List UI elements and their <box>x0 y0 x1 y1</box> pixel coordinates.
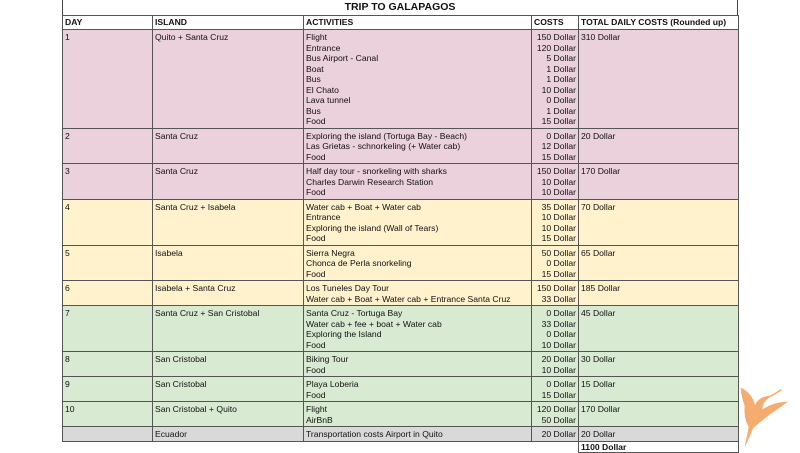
day-row <box>63 245 739 281</box>
day-cell[interactable]: 6 <box>63 281 153 306</box>
activities-cell[interactable] <box>304 306 532 352</box>
header-island[interactable]: ISLAND <box>153 16 304 30</box>
activity-item: Water cab + Boat + Water cab + Entrance Santa Cruz <box>306 293 511 304</box>
activities-cell[interactable] <box>304 128 532 164</box>
activities-cell[interactable] <box>304 427 532 442</box>
cost-item: 20 Dollar <box>541 354 576 364</box>
activity-item: El Chato <box>306 84 339 95</box>
activity-item: Flight <box>306 32 328 42</box>
costs-cell[interactable] <box>532 164 579 200</box>
day-row <box>63 281 739 306</box>
activity-item: Chonca de Perla snorkeling <box>306 258 412 268</box>
activity-item: Food <box>306 364 326 375</box>
activity-item: Food <box>306 151 326 162</box>
cost-item: 0 Dollar <box>546 308 576 318</box>
cost-item: 15 Dollar <box>541 389 576 400</box>
costs-cell[interactable] <box>532 377 579 402</box>
cost-item: 50 Dollar <box>541 247 576 258</box>
island-cell[interactable]: Santa Cruz + Isabela <box>153 199 304 245</box>
costs-cell[interactable] <box>532 281 579 306</box>
day-row <box>63 427 739 442</box>
activity-item: Bus <box>306 74 321 84</box>
activity-item: Exploring the island (Wall of Tears) <box>306 222 439 233</box>
day-cell[interactable]: 4 <box>63 199 153 245</box>
cost-item: 150 Dollar <box>536 283 576 293</box>
activities-cell[interactable] <box>304 199 532 245</box>
costs-cell[interactable] <box>532 245 579 281</box>
island-cell[interactable]: Isabela <box>153 245 304 281</box>
daily-total-cell[interactable]: 310 Dollar <box>579 30 739 129</box>
day-row <box>63 377 739 402</box>
costs-cell[interactable] <box>532 128 579 164</box>
cost-item: 0 Dollar <box>546 130 576 141</box>
activities-cell[interactable] <box>304 352 532 377</box>
daily-total-cell[interactable]: 45 Dollar <box>579 306 739 352</box>
daily-total-cell[interactable]: 20 Dollar <box>579 427 739 442</box>
island-cell[interactable]: Isabela + Santa Cruz <box>153 281 304 306</box>
day-cell[interactable]: 2 <box>63 128 153 164</box>
day-row <box>63 402 739 427</box>
cost-item: 10 Dollar <box>541 364 576 375</box>
activity-item: Food <box>306 389 326 400</box>
cost-item: 50 Dollar <box>541 414 576 425</box>
activity-item: Bus Airport - Canal <box>306 53 379 63</box>
island-cell[interactable]: Santa Cruz <box>153 164 304 200</box>
day-row <box>63 128 739 164</box>
activities-cell[interactable] <box>304 245 532 281</box>
cost-item: 10 Dollar <box>541 84 576 95</box>
cost-item: 1 Dollar <box>546 63 576 74</box>
itinerary-table <box>62 15 739 453</box>
activity-item: Boat <box>306 63 324 74</box>
island-cell[interactable]: Quito + Santa Cruz <box>153 30 304 129</box>
activity-item: Half day tour - snorkeling with sharks <box>306 166 447 176</box>
cost-item: 10 Dollar <box>541 339 576 350</box>
activities-cell[interactable] <box>304 377 532 402</box>
day-row <box>63 30 739 129</box>
cost-item: 12 Dollar <box>541 141 576 151</box>
activity-item: Exploring the Island <box>306 329 382 339</box>
cost-item: 150 Dollar <box>536 32 576 42</box>
cost-item: 15 Dollar <box>541 233 576 243</box>
day-cell[interactable]: 3 <box>63 164 153 200</box>
cost-item: 10 Dollar <box>541 212 576 222</box>
costs-cell[interactable] <box>532 427 579 442</box>
island-cell[interactable]: San Cristobal + Quito <box>153 402 304 427</box>
activity-item: Las Grietas - schnorkeling (+ Water cab) <box>306 141 461 151</box>
day-cell[interactable]: 8 <box>63 352 153 377</box>
cost-item: 0 Dollar <box>546 379 576 389</box>
island-cell[interactable]: Santa Cruz <box>153 128 304 164</box>
day-cell[interactable]: 1 <box>63 30 153 129</box>
day-row <box>63 352 739 377</box>
costs-cell[interactable] <box>532 352 579 377</box>
activity-item: Food <box>306 233 326 243</box>
activity-item: Charles Darwin Research Station <box>306 176 434 187</box>
grand-total-cell[interactable]: 1100 Dollar <box>579 441 739 453</box>
island-cell[interactable]: San Cristobal <box>153 352 304 377</box>
day-cell[interactable]: 5 <box>63 245 153 281</box>
island-cell[interactable]: Ecuador <box>153 427 304 442</box>
sheet-title: TRIP TO GALAPAGOS <box>62 0 738 15</box>
activities-cell[interactable] <box>304 402 532 427</box>
day-cell[interactable] <box>63 427 153 442</box>
activity-item: Exploring the island (Tortuga Bay - Beach) <box>306 130 467 141</box>
header-activities[interactable]: ACTIVITIES <box>304 16 532 30</box>
header-total-daily-costs[interactable]: TOTAL DAILY COSTS (Rounded up) <box>579 16 739 30</box>
activity-item: Lava tunnel <box>306 95 351 105</box>
costs-cell[interactable] <box>532 199 579 245</box>
activity-item: Water cab + Boat + Water cab <box>306 201 421 212</box>
cost-item: 10 Dollar <box>541 187 576 197</box>
activity-item: Water cab + fee + boat + Water cab <box>306 318 442 329</box>
activity-item: Food <box>306 187 326 197</box>
day-row <box>63 164 739 200</box>
day-row <box>63 306 739 352</box>
activity-item: Playa Loberia <box>306 379 359 389</box>
cost-item: 1 Dollar <box>546 105 576 116</box>
cost-item: 10 Dollar <box>541 222 576 233</box>
cost-item: 15 Dollar <box>541 116 576 126</box>
daily-total-cell[interactable]: 170 Dollar <box>579 164 739 200</box>
activity-item: Food <box>306 268 326 279</box>
day-cell[interactable]: 9 <box>63 377 153 402</box>
island-cell[interactable]: Santa Cruz + San Cristobal <box>153 306 304 352</box>
cost-item: 33 Dollar <box>541 293 576 304</box>
island-cell[interactable]: San Cristobal <box>153 377 304 402</box>
header-costs[interactable]: COSTS <box>532 16 579 30</box>
cost-item: 15 Dollar <box>541 151 576 162</box>
daily-total-cell[interactable]: 65 Dollar <box>579 245 739 281</box>
daily-total-cell[interactable]: 15 Dollar <box>579 377 739 402</box>
cost-item: 33 Dollar <box>541 318 576 329</box>
day-cell[interactable]: 10 <box>63 402 153 427</box>
hummingbird-icon <box>735 380 795 450</box>
header-row <box>63 16 739 30</box>
activity-item: Entrance <box>306 212 341 222</box>
cost-item: 5 Dollar <box>546 53 576 63</box>
cost-item: 15 Dollar <box>541 268 576 279</box>
costs-cell[interactable] <box>532 306 579 352</box>
activity-item: Food <box>306 339 326 350</box>
cost-item: 1 Dollar <box>546 74 576 84</box>
activity-item: Los Tuneles Day Tour <box>306 283 389 293</box>
cost-item: 35 Dollar <box>541 201 576 212</box>
costs-cell[interactable] <box>532 30 579 129</box>
day-row <box>63 199 739 245</box>
activity-item: Entrance <box>306 42 341 53</box>
activity-item: Bus <box>306 105 321 116</box>
daily-total-cell[interactable]: 170 Dollar <box>579 402 739 427</box>
activity-item: Flight <box>306 404 328 414</box>
cost-item: 20 Dollar <box>541 429 576 439</box>
daily-total-cell[interactable]: 185 Dollar <box>579 281 739 306</box>
header-day[interactable]: DAY <box>63 16 153 30</box>
activity-item: Food <box>306 116 326 126</box>
spreadsheet <box>62 0 738 453</box>
day-cell[interactable]: 7 <box>63 306 153 352</box>
activity-item: Sierra Negra <box>306 247 355 258</box>
cost-item: 120 Dollar <box>536 404 576 414</box>
daily-total-cell[interactable]: 20 Dollar <box>579 128 739 164</box>
cost-item: 150 Dollar <box>536 166 576 176</box>
activity-item: Santa Cruz - Tortuga Bay <box>306 308 403 318</box>
grand-total-row <box>63 441 739 453</box>
activity-item: Transportation costs Airport in Quito <box>306 429 443 439</box>
cost-item: 120 Dollar <box>536 42 576 53</box>
activities-cell[interactable] <box>304 30 532 129</box>
cost-item: 0 Dollar <box>546 95 576 105</box>
activities-cell[interactable] <box>304 281 532 306</box>
cost-item: 0 Dollar <box>546 258 576 268</box>
activity-item: AirBnB <box>306 414 333 425</box>
cost-item: 10 Dollar <box>541 176 576 187</box>
daily-total-cell[interactable]: 30 Dollar <box>579 352 739 377</box>
activities-cell[interactable] <box>304 164 532 200</box>
costs-cell[interactable] <box>532 402 579 427</box>
cost-item: 0 Dollar <box>546 329 576 339</box>
daily-total-cell[interactable]: 70 Dollar <box>579 199 739 245</box>
activity-item: Biking Tour <box>306 354 349 364</box>
